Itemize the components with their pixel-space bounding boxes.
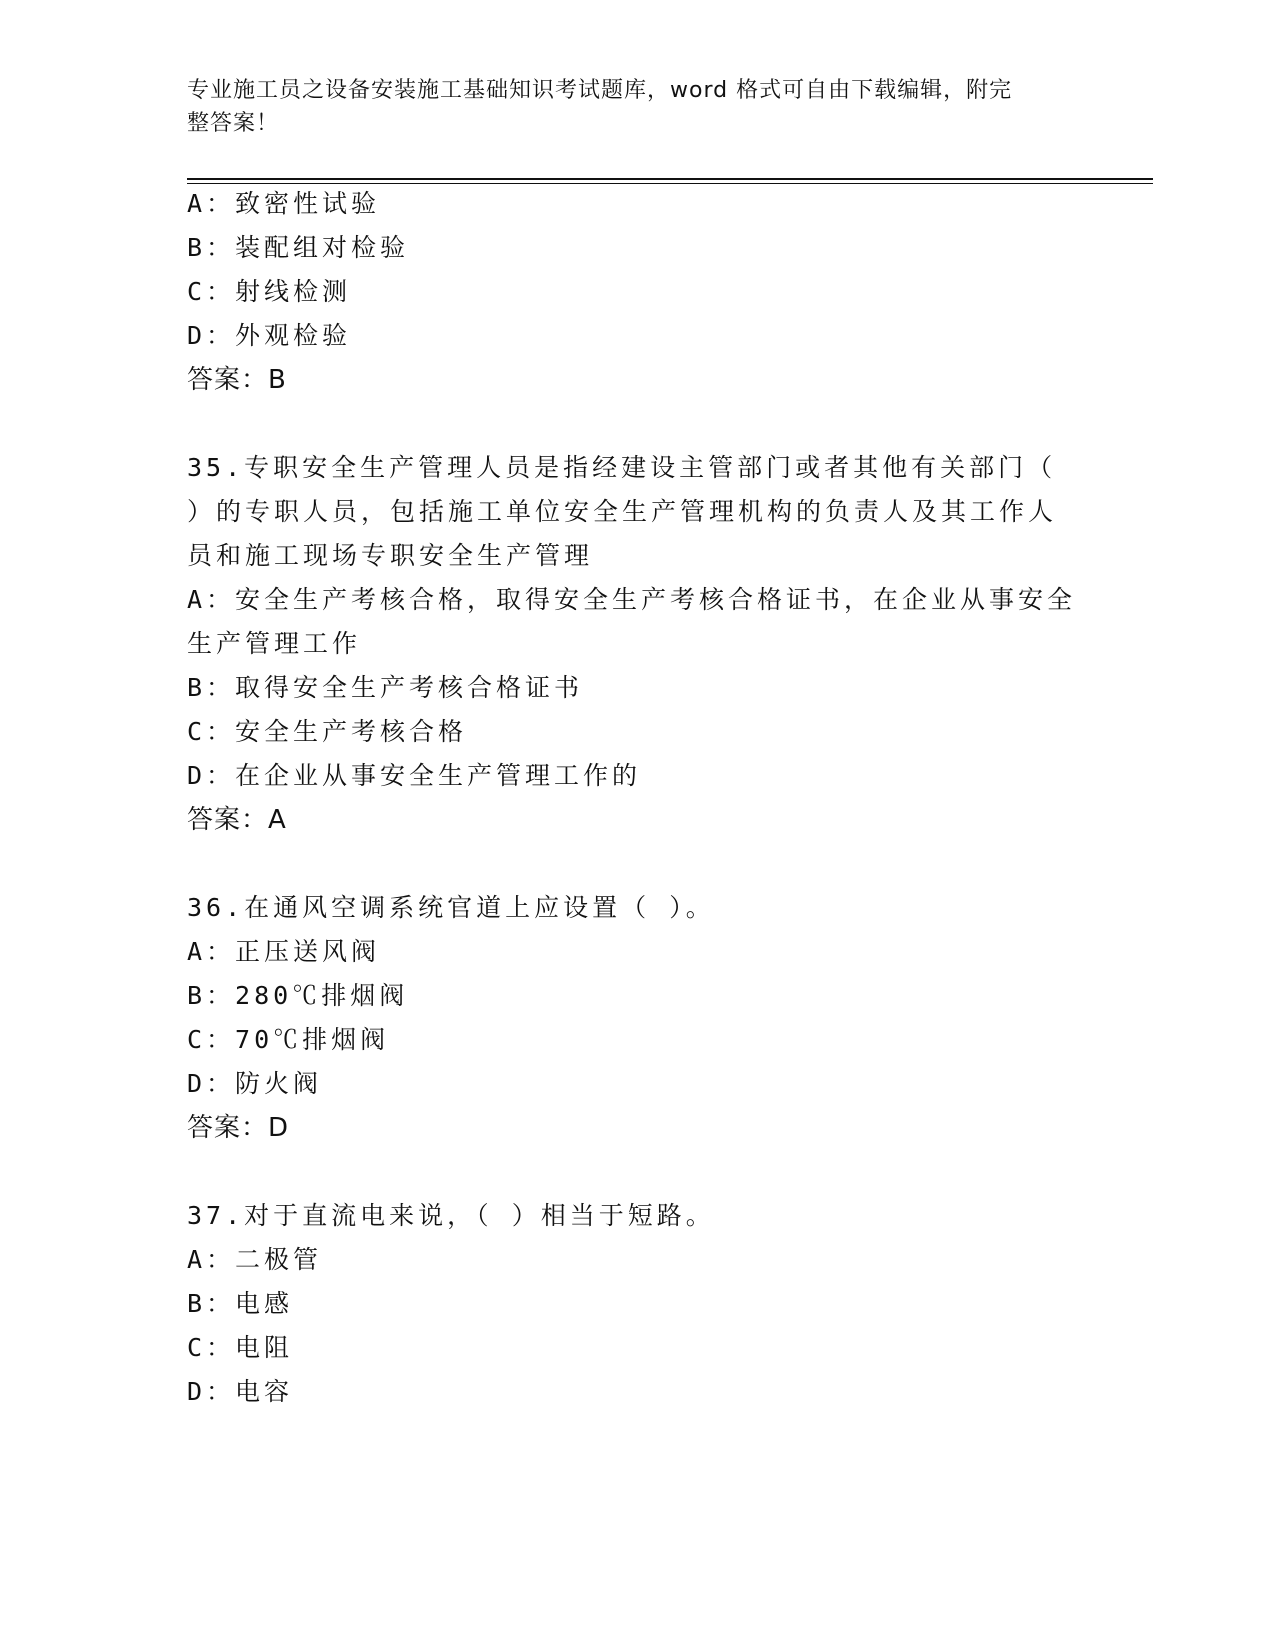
q36-answer: 答案：D	[187, 1113, 290, 1143]
q35-option-a-line-1: A：安全生产考核合格，取得安全生产考核合格证书，在企业从事安全	[187, 585, 1077, 614]
q35-stem-line-3: 员和施工现场专职安全生产管理	[187, 541, 594, 570]
document-header	[187, 74, 1067, 140]
prev-option-a: A：致密性试验	[187, 189, 381, 218]
q36-option-c: C：70℃排烟阀	[187, 1025, 390, 1054]
q35-option-b: B：取得安全生产考核合格证书	[187, 673, 584, 702]
q37-option-c: C：电阻	[187, 1333, 294, 1362]
prev-option-c: C：射线检测	[187, 277, 352, 306]
q37-option-b: B：电感	[187, 1289, 294, 1318]
q36-option-d: D：防火阀	[187, 1069, 323, 1098]
q37-option-d: D：电容	[187, 1377, 294, 1406]
q35-answer: 答案：A	[187, 805, 287, 835]
q36-option-b: B：280℃排烟阀	[187, 981, 409, 1010]
q35-option-c: C：安全生产考核合格	[187, 717, 468, 746]
prev-option-d: D：外观检验	[187, 321, 352, 350]
q37-stem: 37.对于直流电来说，（ ）相当于短路。	[187, 1201, 715, 1230]
prev-answer: 答案：B	[187, 365, 287, 395]
q36-stem: 36.在通风空调系统官道上应设置（ ）。	[187, 893, 715, 922]
header-rule-thick	[187, 178, 1153, 180]
q36-option-a: A：正压送风阀	[187, 937, 381, 966]
prev-option-b: B：装配组对检验	[187, 233, 410, 262]
header-rule-thin	[187, 183, 1153, 184]
q35-option-a-line-2: 生产管理工作	[187, 629, 362, 658]
q35-option-d: D：在企业从事安全生产管理工作的	[187, 761, 642, 790]
header-line-2: 整答案！	[187, 111, 280, 136]
q35-stem-line-1: 35.专职安全生产管理人员是指经建设主管部门或者其他有关部门（	[187, 453, 1057, 482]
header-line-1: 专业施工员之设备安装施工基础知识考试题库，word 格式可自由下载编辑，附完	[187, 78, 1013, 103]
q35-stem-line-2: ）的专职人员，包括施工单位安全生产管理机构的负责人及其工作人	[187, 497, 1058, 526]
q37-option-a: A：二极管	[187, 1245, 323, 1274]
